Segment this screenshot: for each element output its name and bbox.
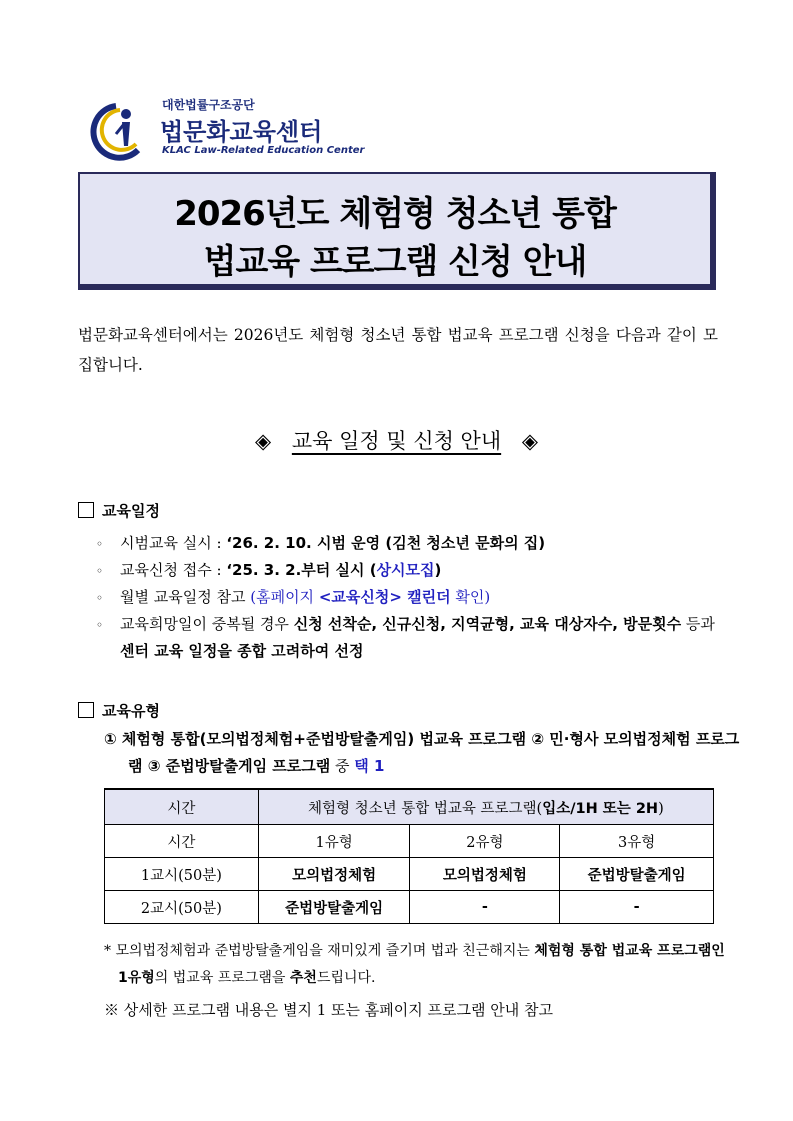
table-cell: 모의법정체험 [258, 858, 410, 891]
bullet-icon: ◦ [96, 591, 104, 605]
table-cell: 시간 [105, 825, 259, 858]
table-cell: 준법방탈출게임 [560, 858, 714, 891]
table-header-cell: 체험형 청소년 통합 법교육 프로그램(입소/1H 또는 2H) [258, 789, 713, 825]
center-name: 법문화교육센터 [160, 118, 323, 146]
intro-paragraph: 법문화교육센터에서는 2026년도 체험형 청소년 통합 법교육 프로그램 신청을 다음과 같이 모집합니다. [78, 326, 718, 374]
table-cell: 1교시(50분) [105, 858, 259, 891]
table-header-row [105, 789, 714, 825]
table-header-cell: 시간 [105, 789, 259, 825]
program-table [104, 788, 714, 924]
table-row [105, 858, 714, 891]
center-logo [86, 96, 365, 162]
table-cell: 모의법정체험 [410, 858, 560, 891]
schedule-item: ◦ 월별 교육일정 참고 (홈페이지 <교육신청> 캘린더 확인) [96, 584, 721, 611]
table-cell: 1유형 [258, 825, 410, 858]
diamond-icon: ◈ [255, 429, 272, 453]
bullet-icon: ◦ [96, 564, 104, 578]
checkbox-square-icon [78, 502, 94, 518]
table-cell: 3유형 [560, 825, 714, 858]
schedule-heading: 교육일정 [78, 500, 160, 521]
title-line-1: 2026년도 체험형 청소년 통합 [174, 194, 616, 234]
table-cell: 준법방탈출게임 [258, 891, 410, 924]
table-cell: - [560, 891, 714, 924]
bullet-icon: ◦ [96, 618, 104, 632]
title-line-2: 법교육 프로그램 신청 안내 [203, 242, 587, 282]
checkbox-square-icon [78, 702, 94, 718]
org-name: 대한법률구조공단 [162, 98, 255, 112]
schedule-item: ◦ 시범교육 실시 : ‘26. 2. 10. 시범 운영 (김천 청소년 문화의 집) [96, 530, 721, 557]
section-heading-text: 교육 일정 및 신청 안내 [291, 429, 502, 453]
diamond-icon: ◈ [521, 429, 538, 453]
section-heading [0, 425, 793, 455]
schedule-item: ◦ 교육신청 접수 : ‘25. 3. 2.부터 실시 (상시모집) [96, 557, 721, 584]
bullet-icon: ◦ [96, 537, 104, 551]
center-emblem-icon [86, 100, 152, 162]
types-description: ① 체험형 통합(모의법정체험+준법방탈출게임) 법교육 프로그램 ② 민·형사 모의법정체험 프로그램 ③ 준법방탈출게임 프로그램 중 택 1 [104, 730, 740, 775]
table-cell: - [410, 891, 560, 924]
types-heading: 교육유형 [78, 700, 160, 721]
table-subheader-row [105, 825, 714, 858]
table-cell: 2유형 [410, 825, 560, 858]
center-english-name: KLAC Law-Related Education Center [162, 145, 365, 156]
title-box [78, 172, 716, 290]
table-cell: 2교시(50분) [105, 891, 259, 924]
schedule-item: ◦ 교육희망일이 중복될 경우 신청 선착순, 신규신청, 지역균형, 교육 대상자수, 방문횟수 등과 센터 교육 일정을 종합 고려하여 선정 [96, 611, 721, 664]
table-row [105, 891, 714, 924]
recommendation-note: * 모의법정체험과 준법방탈출게임을 재미있게 즐기며 법과 친근해지는 체험형 통합 법교육 프로그램인 1유형의 법교육 프로그램을 추천드립니다. [104, 943, 725, 986]
reference-note: ※ 상세한 프로그램 내용은 별지 1 또는 홈페이지 프로그램 안내 참고 [104, 1001, 553, 1019]
